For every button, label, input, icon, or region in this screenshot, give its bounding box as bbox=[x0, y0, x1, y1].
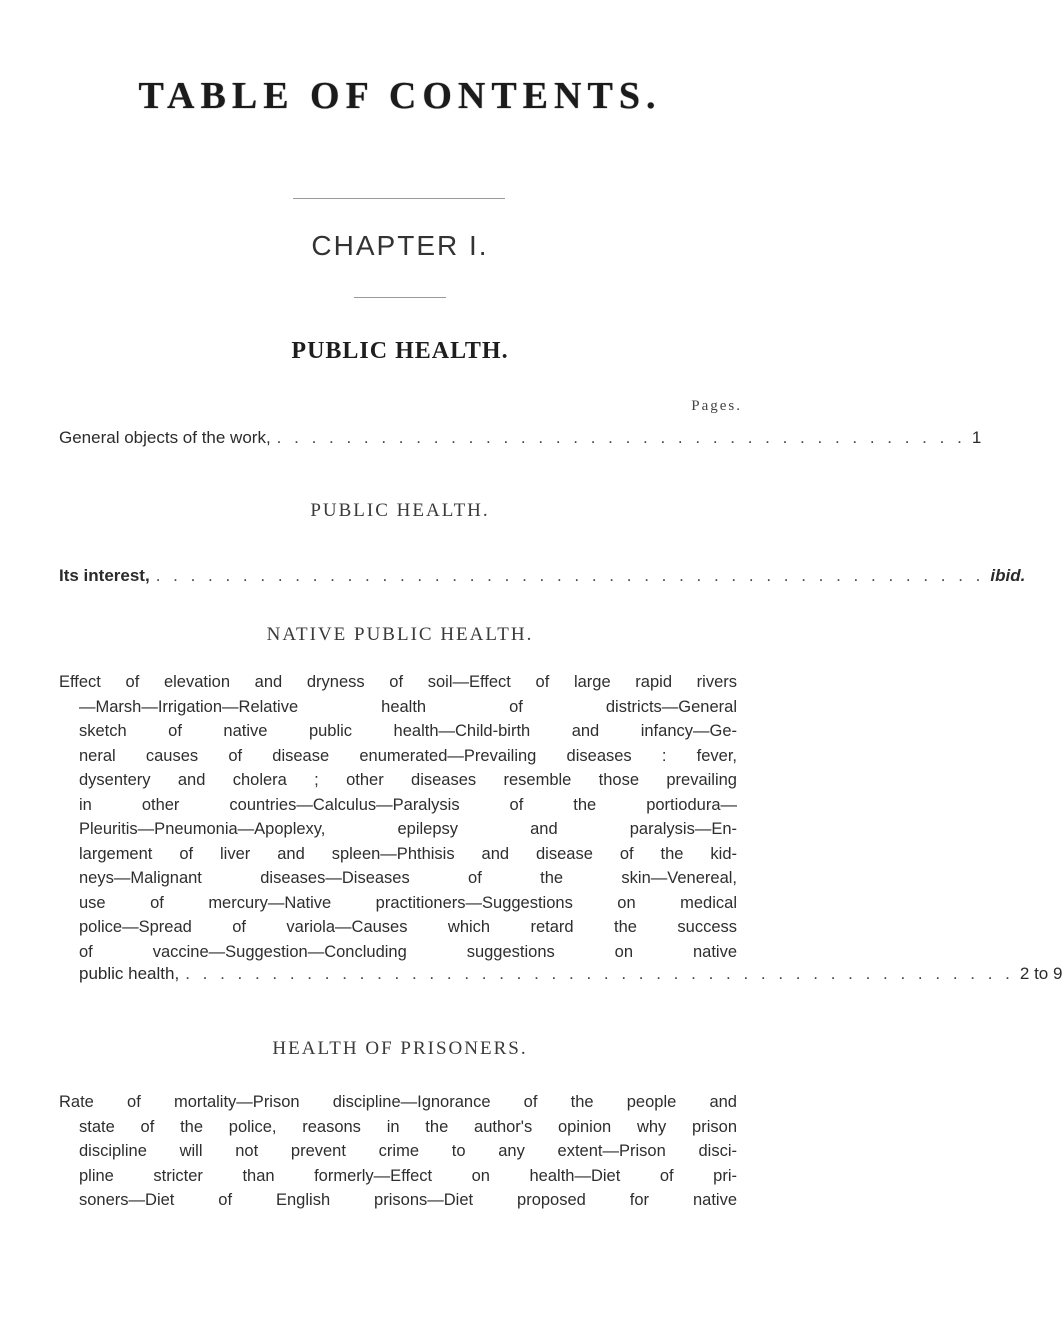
toc-entry-text: public health, bbox=[79, 964, 180, 983]
toc-entry-page: 2 to 9 bbox=[1019, 964, 1062, 983]
summary-line: police—Spread of variola—Causes which retard the success bbox=[79, 918, 737, 936]
summary-line: Rate of mortality—Prison discipline—Ignorance of the people and bbox=[59, 1093, 737, 1111]
summary-line: use of mercury—Native practitioners—Suggestions on medical bbox=[79, 893, 737, 912]
chapter-heading: CHAPTER I. bbox=[311, 230, 489, 261]
summary-line: —Marsh—Irrigation—Relative health of districts—General bbox=[79, 697, 737, 716]
summary-line: of vaccine—Suggestion—Concluding suggestions on native bbox=[79, 942, 737, 961]
toc-entry-page: 1 bbox=[971, 428, 982, 447]
native-health-summary bbox=[59, 670, 737, 964]
summary-line: largement of liver and spleen—Phthisis and disease of the kid- bbox=[79, 844, 737, 863]
title-divider bbox=[293, 198, 505, 199]
summary-line: dysentery and cholera ; other diseases resemble those prevailing bbox=[79, 771, 737, 789]
toc-entry-interest bbox=[59, 566, 1026, 586]
page-title: TABLE OF CONTENTS. bbox=[138, 75, 662, 117]
dot-leader: . . . . . . . . . . . . . . . . . . . . . . . . . . . . . . . . . . . . . . . . . . . . . . . . bbox=[155, 566, 985, 585]
summary-line: Pleuritis—Pneumonia—Apoplexy, epilepsy and paralysis—En- bbox=[79, 820, 737, 838]
summary-line: Effect of elevation and dryness of soil—Effect of large rapid rivers bbox=[59, 673, 737, 691]
subheading-public-health: PUBLIC HEALTH. bbox=[310, 500, 490, 521]
section-heading: PUBLIC HEALTH. bbox=[291, 338, 509, 364]
chapter-divider bbox=[354, 297, 446, 298]
summary-line: soners—Diet of English prisons—Diet proposed for native bbox=[79, 1191, 737, 1209]
toc-entry-text: General objects of the work, bbox=[59, 428, 271, 447]
subheading-native-public-health: NATIVE PUBLIC HEALTH. bbox=[266, 624, 534, 645]
prisoners-summary bbox=[59, 1090, 737, 1213]
toc-entry-general bbox=[59, 428, 982, 448]
summary-line: discipline will not prevent crime to any extent—Prison disci- bbox=[79, 1142, 737, 1160]
dot-leader: . . . . . . . . . . . . . . . . . . . . . . . . . . . . . . . . . . . . . . . . bbox=[276, 428, 966, 447]
summary-line: neral causes of disease enumerated—Prevailing diseases : fever, bbox=[79, 746, 737, 765]
summary-line: sketch of native public health—Child-birth and infancy—Ge- bbox=[79, 722, 737, 740]
subheading-health-of-prisoners: HEALTH OF PRISONERS. bbox=[272, 1038, 528, 1059]
summary-line: neys—Malignant diseases—Diseases of the skin—Venereal, bbox=[79, 869, 737, 887]
pages-column-label: Pages. bbox=[691, 398, 742, 414]
toc-entry-native-last bbox=[59, 964, 1062, 984]
toc-entry-page: ibid. bbox=[990, 566, 1026, 585]
summary-line: state of the police, reasons in the author's opinion why prison bbox=[79, 1117, 737, 1136]
toc-entry-text: Its interest, bbox=[59, 566, 150, 585]
summary-line: pline stricter than formerly—Effect on health—Diet of pri- bbox=[79, 1166, 737, 1185]
summary-line: in other countries—Calculus—Paralysis of the portiodura— bbox=[79, 795, 737, 814]
dot-leader: . . . . . . . . . . . . . . . . . . . . . . . . . . . . . . . . . . . . . . . . . . . . . . . . bbox=[185, 964, 1014, 983]
